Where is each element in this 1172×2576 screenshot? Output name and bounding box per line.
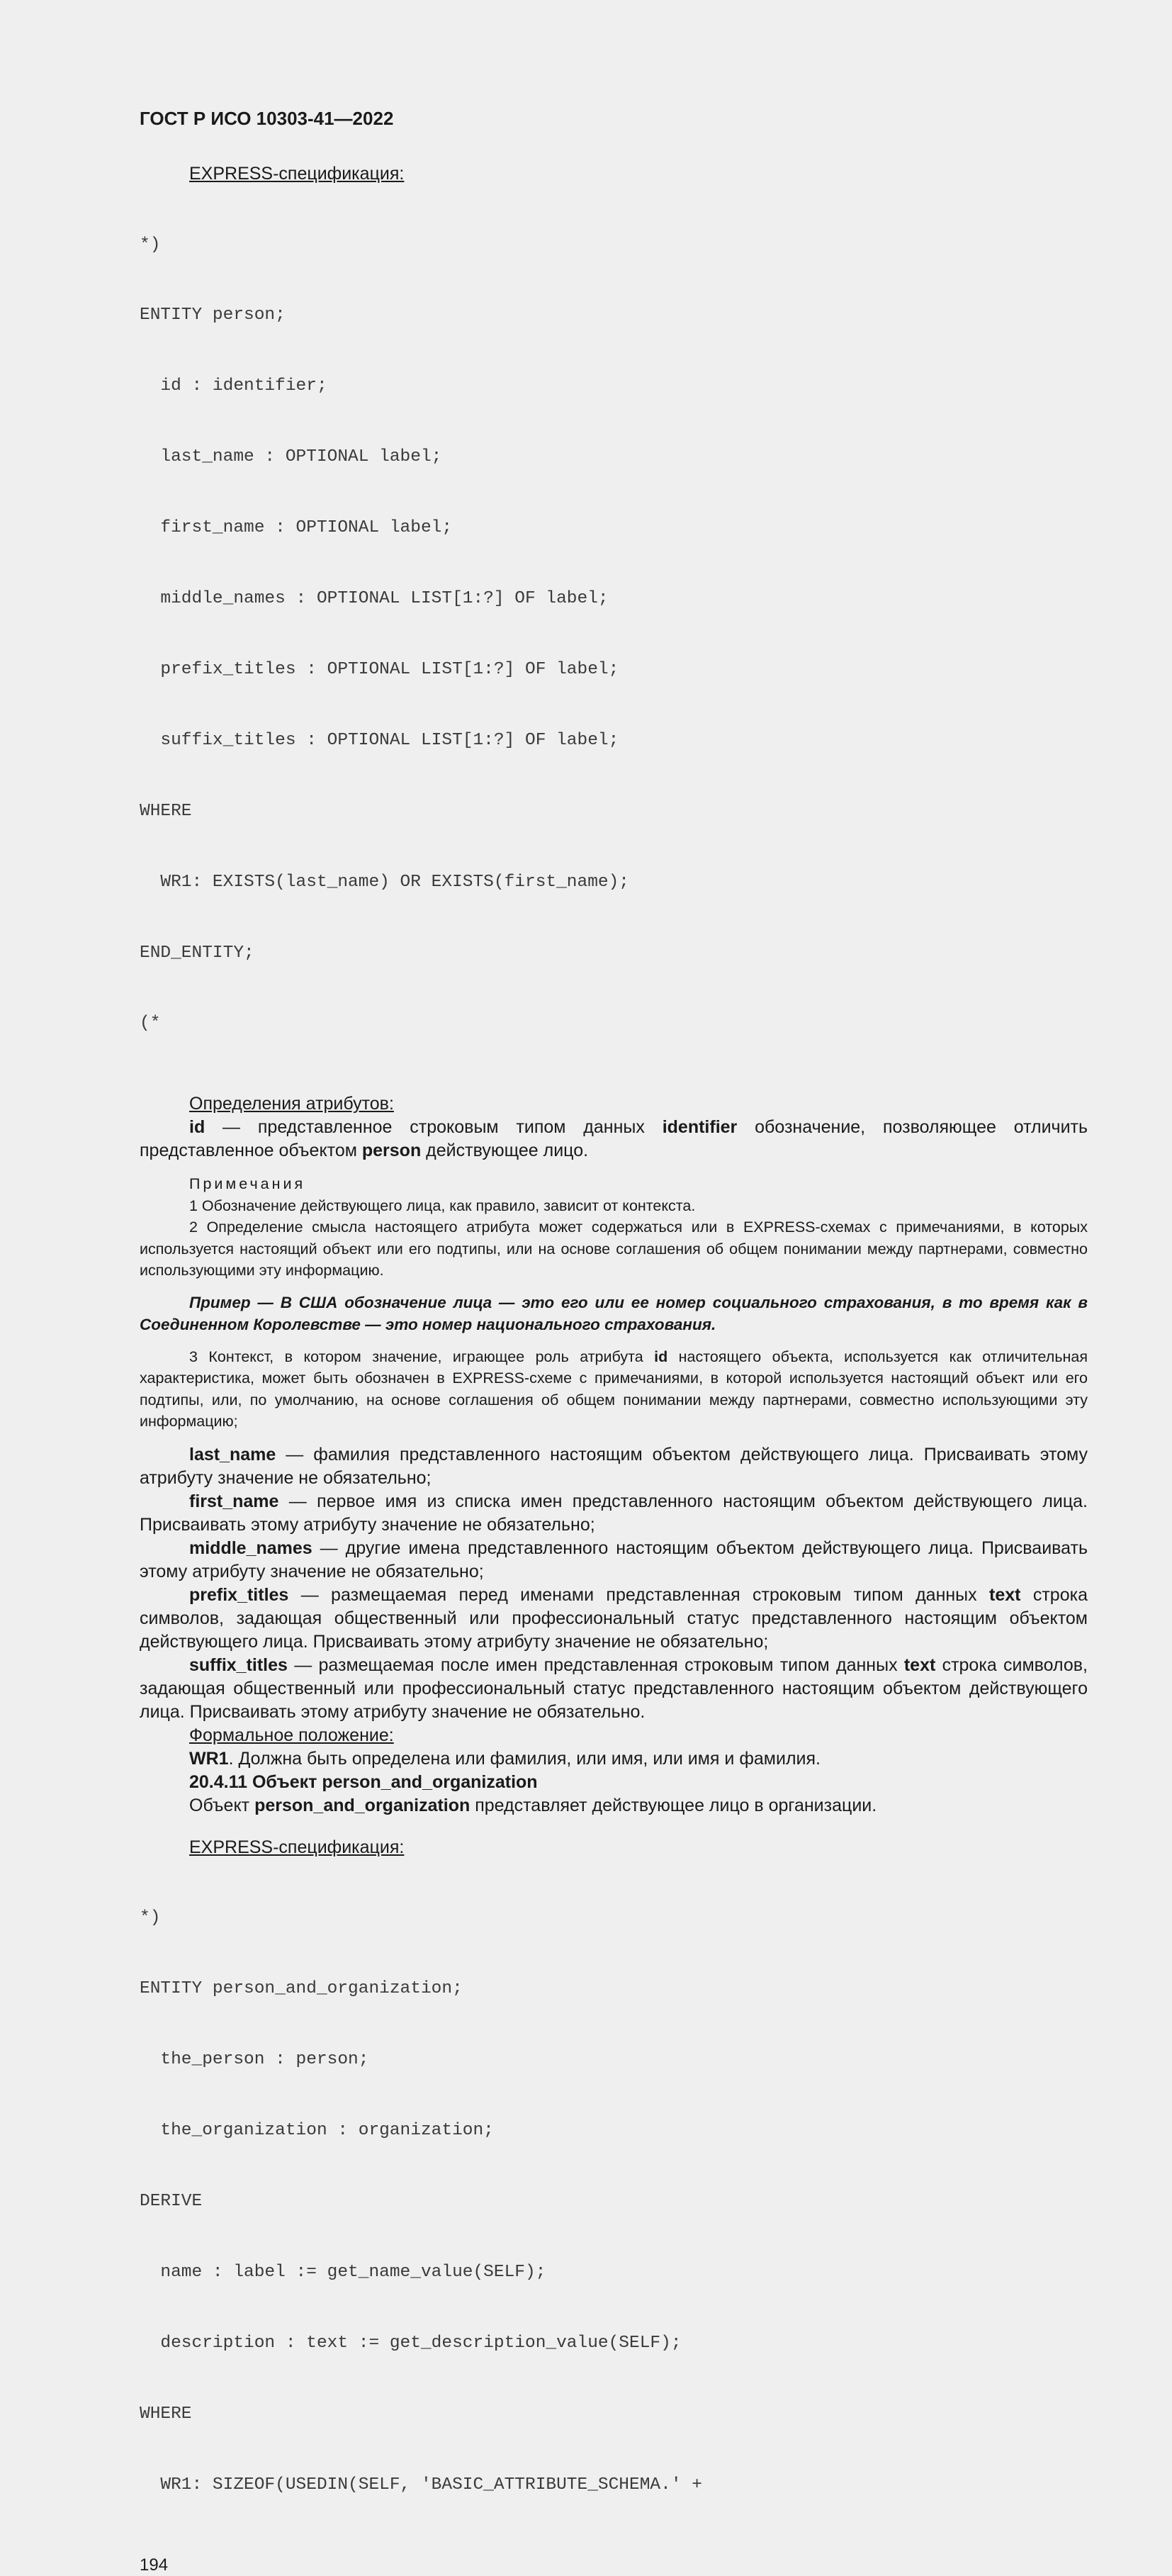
- code-line: id : identifier;: [140, 376, 327, 396]
- page-number: 194: [140, 2555, 169, 2575]
- code-line: WHERE: [140, 801, 192, 821]
- code-line: middle_names : OPTIONAL LIST[1:?] OF label;: [140, 589, 609, 609]
- code-line: suffix_titles : OPTIONAL LIST[1:?] OF label;: [140, 730, 619, 750]
- code-line: ENTITY person;: [140, 306, 286, 325]
- attr-middle-names: [140, 1537, 1088, 1584]
- rule-text: . Должна быть определена или фамилия, или имя, или имя и фамилия.: [228, 1748, 821, 1769]
- code-line: WR1: EXISTS(last_name) OR EXISTS(first_name);: [140, 872, 630, 892]
- term: text: [903, 1654, 936, 1675]
- attributes-heading-text: Определения атрибутов:: [189, 1094, 394, 1114]
- note-text: 3 Контекст, в котором значение, играющее роль атрибута: [189, 1348, 655, 1365]
- text: строка символов, задающая общественный или профессиональный статус представленного настоящим объектом действующего лица. Присваивать этому атрибуту значение не обязательно;: [140, 1584, 1088, 1652]
- express-code-person: [140, 186, 1088, 1082]
- term: prefix_titles: [189, 1584, 289, 1605]
- term: middle_names: [189, 1538, 312, 1558]
- term: suffix_titles: [189, 1654, 288, 1675]
- text: — размещаемая перед именами представленная строковым типом данных: [288, 1584, 990, 1605]
- express-heading-text: EXPRESS-спецификация:: [189, 164, 405, 184]
- note-2: [140, 1216, 1088, 1282]
- section-heading: 20.4.11 Объект person_and_organization: [189, 1771, 538, 1792]
- code-line: the_person : person;: [140, 2050, 369, 2070]
- express-spec-heading-2: [140, 1836, 1088, 1859]
- term: person_and_organization: [254, 1795, 471, 1815]
- text: Объект: [189, 1795, 255, 1815]
- express-code-person-and-organization: [140, 1859, 1088, 2544]
- code-line: the_organization : organization;: [140, 2121, 494, 2141]
- notes-heading: Примечания: [189, 1175, 306, 1193]
- code-line: *): [140, 1908, 161, 1928]
- example: [140, 1292, 1088, 1335]
- attr-last-name: [140, 1443, 1088, 1490]
- code-line: END_ENTITY;: [140, 943, 254, 963]
- note-text: настоящего объекта, используется как отличительная характеристика, может быть обозначен в EXPRESS-схеме с примечаниями, в которой используется настоящий объект или его подтипы, или, по умолчанию, на основе соглашения об общем понимании между партнерами, совместно использующими эту информацию;: [140, 1348, 1088, 1430]
- term: first_name: [189, 1491, 279, 1511]
- attributes-heading: [140, 1092, 1088, 1116]
- document-header: ГОСТ Р ИСО 10303-41—2022: [140, 108, 394, 129]
- code-line: first_name : OPTIONAL label;: [140, 518, 453, 538]
- term: identifier: [662, 1117, 738, 1138]
- note-text: 1 Обозначение действующего лица, как правило, зависит от контекста.: [189, 1197, 696, 1214]
- formal-heading-text: Формальное положение:: [189, 1725, 394, 1745]
- note-text: 2 Определение смысла настоящего атрибута может содержаться или в EXPRESS-схемах с примечаниями, в которых используется настоящий объект или его подтипы, или на основе соглашения об общем понимании между партнерами, совместно использующими эту информацию.: [140, 1219, 1088, 1279]
- text: представляет действующее лицо в организации.: [470, 1795, 877, 1815]
- code-line: DERIVE: [140, 2191, 203, 2211]
- wr1-rule: [140, 1747, 1088, 1771]
- attr-first-name: [140, 1490, 1088, 1537]
- term: id: [189, 1117, 205, 1138]
- formal-heading: [140, 1724, 1088, 1747]
- note-3: [140, 1346, 1088, 1433]
- term: last_name: [189, 1444, 276, 1465]
- text: действующее лицо.: [421, 1141, 589, 1161]
- express-spec-heading: [140, 162, 1088, 186]
- code-line: *): [140, 235, 161, 254]
- code-line: prefix_titles : OPTIONAL LIST[1:?] OF label;: [140, 659, 619, 679]
- example-text: Пример — В США обозначение лица — это его или ее номер социального страхования, в то время как в Соединенном Королевстве — это номер национального страхования.: [140, 1293, 1088, 1333]
- term: id: [654, 1348, 668, 1365]
- express-heading-text: EXPRESS-спецификация:: [189, 1837, 405, 1857]
- note-1: [140, 1195, 1088, 1217]
- code-line: WHERE: [140, 2404, 192, 2424]
- text: — другие имена представленного настоящим объектом действующего лица. Присваивать этому атрибуту значение не обязательно;: [140, 1538, 1088, 1581]
- text: — размещаемая после имен представленная строковым типом данных: [287, 1654, 904, 1675]
- section-paragraph: [140, 1794, 1088, 1818]
- attr-suffix-titles: [140, 1654, 1088, 1724]
- term: person: [361, 1141, 422, 1161]
- code-line: WR1: SIZEOF(USEDIN(SELF, 'BASIC_ATTRIBUTE_SCHEMA.' +: [140, 2475, 702, 2494]
- text: обозначение, позволяющее отличить представленное объектом: [140, 1117, 1088, 1161]
- code-line: (*: [140, 1014, 161, 1034]
- rule-label: WR1: [189, 1748, 229, 1769]
- text: — фамилия представленного настоящим объектом действующего лица. Присваивать этому атрибуту значение не обязательно;: [140, 1444, 1088, 1488]
- text: — представленное строковым типом данных: [205, 1117, 663, 1138]
- code-line: description : text := get_description_value(SELF);: [140, 2333, 682, 2353]
- term: text: [989, 1584, 1021, 1605]
- code-line: ENTITY person_and_organization;: [140, 1979, 463, 1999]
- text: — первое имя из списка имен представленного настоящим объектом действующего лица. Присваивать этому атрибуту значение не обязательно;: [140, 1491, 1088, 1535]
- id-definition: [140, 1116, 1088, 1163]
- code-line: name : label := get_name_value(SELF);: [140, 2262, 546, 2282]
- text: строка символов, задающая общественный или профессиональный статус представленного настоящим объектом действующего лица. Присваивать этому атрибуту значение не обязательно.: [140, 1654, 1088, 1722]
- attribute-definitions: [140, 1443, 1088, 1818]
- code-line: last_name : OPTIONAL label;: [140, 447, 442, 467]
- attr-prefix-titles: [140, 1584, 1088, 1654]
